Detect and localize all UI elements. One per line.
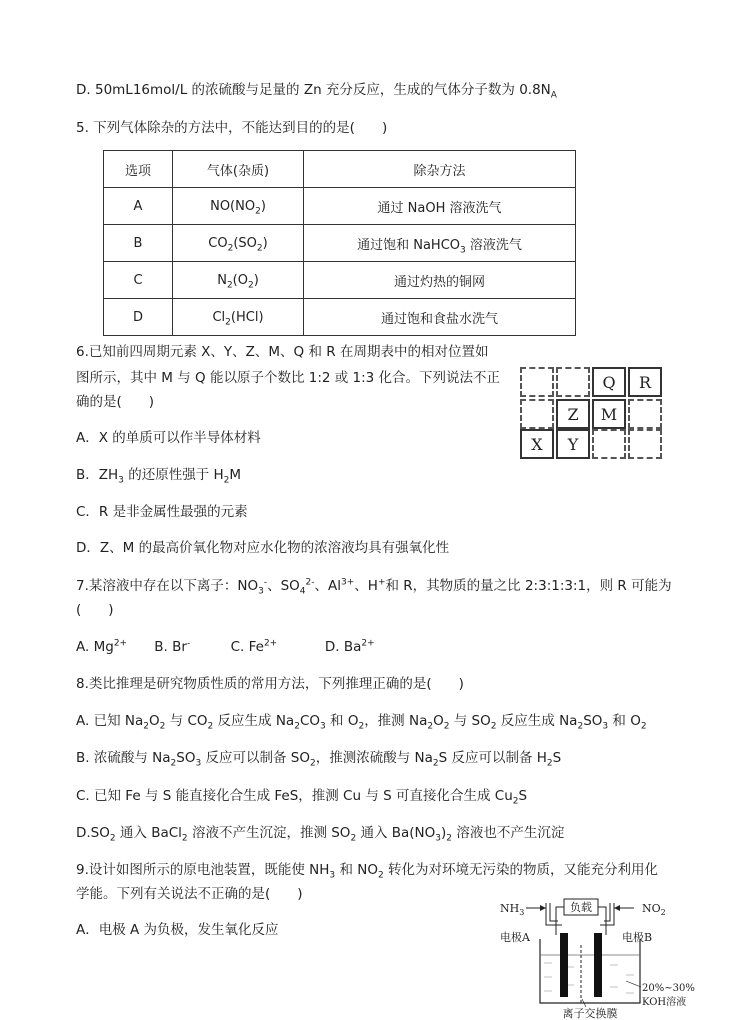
q5-table: [103, 150, 576, 336]
table-row: C $N_2(O_2)$ 通过灼热的铜网: [104, 262, 576, 299]
electrode-a-label: 电极A: [500, 931, 530, 944]
koh-concentration-label: 20%~30%: [642, 983, 695, 994]
q6-option-c: C．R 是非金属性最强的元素: [76, 504, 248, 520]
q7-stem-2: ( ): [76, 602, 114, 618]
no2-label: $NO_2$: [642, 902, 666, 917]
battery-diagram: [496, 895, 696, 1020]
q6-stem-2: 图所示，其中 M 与 Q 能以原子个数比 1:2 或 1:3 化合。下列说法不正: [76, 370, 501, 386]
element-y: Y: [556, 429, 590, 459]
electrode-a: [560, 933, 568, 997]
q7-options: A. $Mg^{2+}$ B. Br- C. $Fe^{2+}$ D. $Ba^{2+}$: [76, 638, 375, 655]
q6-stem-1: 6.已知前四周期元素 X、Y、Z、M、Q 和 R 在周期表中的相对位置如: [76, 344, 489, 360]
q9-option-a: A．电极 A 为负极，发生氧化反应: [76, 922, 279, 938]
q6-stem-3: 确的是( ): [76, 394, 155, 410]
electrode-b: [594, 933, 602, 997]
q6-option-b: B．$ZH_3$ 的还原性强于 $H_2M$: [76, 467, 242, 486]
q6-option-a: A．X 的单质可以作半导体材料: [76, 430, 261, 446]
q9-stem-1: 9.设计如图所示的原电池装置，既能使 $NH_3$ 和 $NO_2$ 转化为对环境无污染的物质，又能充分利用化: [76, 862, 658, 881]
q8-option-c: C. 已知 Fe 与 S 能直接化合生成 FeS，推测 Cu 与 S 可直接化合生成 $Cu_2S$: [76, 788, 528, 807]
q6-option-d: D．Z、M 的最高价氧化物对应水化物的浓溶液均具有强氧化性: [76, 540, 450, 556]
electrode-b-label: 电极B: [622, 931, 653, 944]
nh3-label: $NH_3$: [500, 902, 525, 917]
element-z: Z: [556, 399, 590, 429]
load-label: 负载: [570, 901, 592, 914]
table-row: B $CO_2(SO_2)$ 通过饱和 NaHCO$_3$ 溶液洗气: [104, 225, 576, 262]
q8-option-a: A. 已知 $Na_2O_2$ 与 $CO_2$ 反应生成 $Na_2CO_3$ 和 $O_2$，推测 $Na_2O_2$ 与 $SO_2$ 反应生成 $Na_2SO_3$ 和 $O_2$: [76, 713, 647, 732]
table-header-row: 选项 气体(杂质) 除杂方法: [104, 151, 576, 188]
q4-option-d: D. 50mL16mol/L 的浓硫酸与足量的 Zn 充分反应，生成的气体分子数为 $0.8N_A$: [76, 82, 557, 101]
q7-stem-1: 7.某溶液中存在以下离子：$NO_3^-$、$SO_4^{2-}$、$Al^{3+}$、H+和 R，其物质的量之比 2:3:1:3:1，则 R 可能为: [76, 577, 672, 597]
q9-stem-2: 学能。下列有关说法不正确的是( ): [76, 886, 303, 902]
element-r: R: [628, 367, 662, 397]
membrane-label: 离子交换膜: [562, 1007, 618, 1020]
q5-stem: 5. 下列气体除杂的方法中，不能达到目的的是( ): [76, 120, 388, 136]
koh-solution-label: KOH溶液: [642, 997, 687, 1008]
q8-option-d: $D.SO_2$ 通入 BaCl$_2$ 溶液不产生沉淀，推测 $SO_2$ 通入 $Ba(NO_3)_2$ 溶液也不产生沉淀: [76, 825, 565, 844]
q8-stem: 8.类比推理是研究物质性质的常用方法，下列推理正确的是( ): [76, 676, 464, 692]
element-m: M: [592, 399, 626, 429]
table-row: A $NO(NO_2)$ 通过 NaOH 溶液洗气: [104, 188, 576, 225]
q8-option-b: B. 浓硫酸与 $Na_2SO_3$ 反应可以制备 $SO_2$，推测浓硫酸与 $Na_2S$ 反应可以制备 $H_2S$: [76, 750, 562, 769]
element-q: Q: [592, 367, 626, 397]
table-row: D $Cl_2(HCl)$ 通过饱和食盐水洗气: [104, 299, 576, 336]
element-x: X: [520, 429, 554, 459]
container: [540, 939, 640, 1003]
